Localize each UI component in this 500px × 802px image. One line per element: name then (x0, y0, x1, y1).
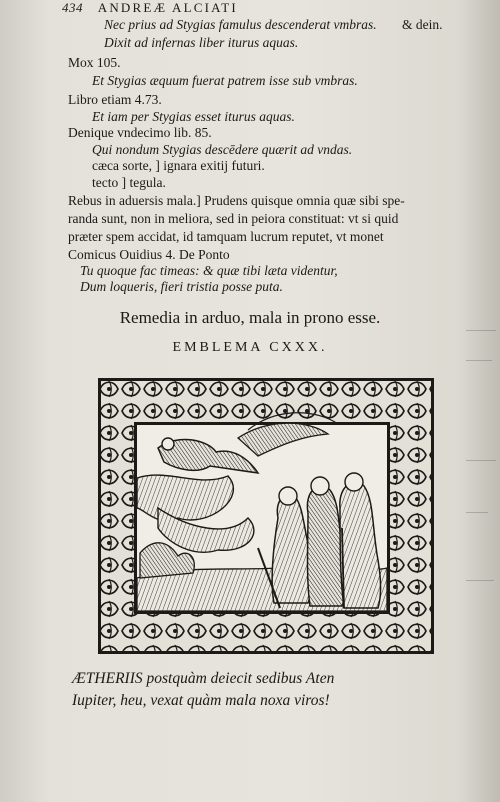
epigram-line: Iupiter, heu, vexat quàm mala noxa viros! (72, 692, 330, 709)
commentary-line: Et iam per Stygias esset iturus aquas. (92, 109, 295, 124)
bleed-mark (466, 330, 496, 331)
commentary-line: Denique vndecimo lib. 85. (68, 125, 212, 140)
commentary-line: Qui nondum Stygias descēdere quærit ad vndas. (92, 142, 353, 157)
running-head-title: ANDREÆ ALCIATI (97, 0, 238, 15)
bleed-mark (466, 512, 488, 513)
commentary-line: cæca sorte, ] ignara exitij futuri. (92, 158, 265, 173)
bleed-mark (466, 460, 496, 461)
commentary-line: Et Stygias æquum fuerat patrem isse sub vmbras. (92, 73, 358, 88)
emblem-woodcut-illustration (98, 378, 434, 654)
emblem-motto: Remedia in arduo, mala in prono esse. (119, 308, 381, 327)
bleed-mark (466, 360, 492, 361)
quoted-verse: Tu quoque fac timeas: & quæ tibi læta videntur, (80, 263, 338, 278)
commentary-line: Comicus Ouidius 4. De Ponto (68, 247, 230, 262)
bleed-mark (466, 580, 494, 581)
commentary-line: randa sunt, non in meliora, sed in peiora constituat: vt si quid (68, 211, 399, 226)
commentary-line: Libro etiam 4.73. (68, 92, 162, 107)
quoted-verse: Dum loqueris, fieri tristia posse puta. (80, 279, 283, 294)
commentary-line: & dein. (402, 17, 443, 32)
emblem-number: EMBLEMA CXXX. (172, 340, 328, 355)
page-number: 434 (62, 0, 83, 15)
running-header (62, 0, 238, 16)
epigram-line: ÆTHERIIS postquàm deiecit sedibus Aten (72, 670, 335, 687)
commentary-line: tecto ] tegula. (92, 175, 166, 190)
commentary-line: Dixit ad infernas liber iturus aquas. (104, 35, 299, 50)
commentary-line: præter spem accidat, id tamquam lucrum reputet, vt monet (68, 229, 384, 244)
facing-page-bleed (458, 0, 500, 802)
commentary-line: Mox 105. (68, 55, 121, 70)
commentary-line: Nec prius ad Stygias famulus descenderat vmbras. (104, 17, 377, 32)
commentary-line: Rebus in aduersis mala.] Prudens quisque omnia quæ sibi spe- (68, 193, 405, 208)
